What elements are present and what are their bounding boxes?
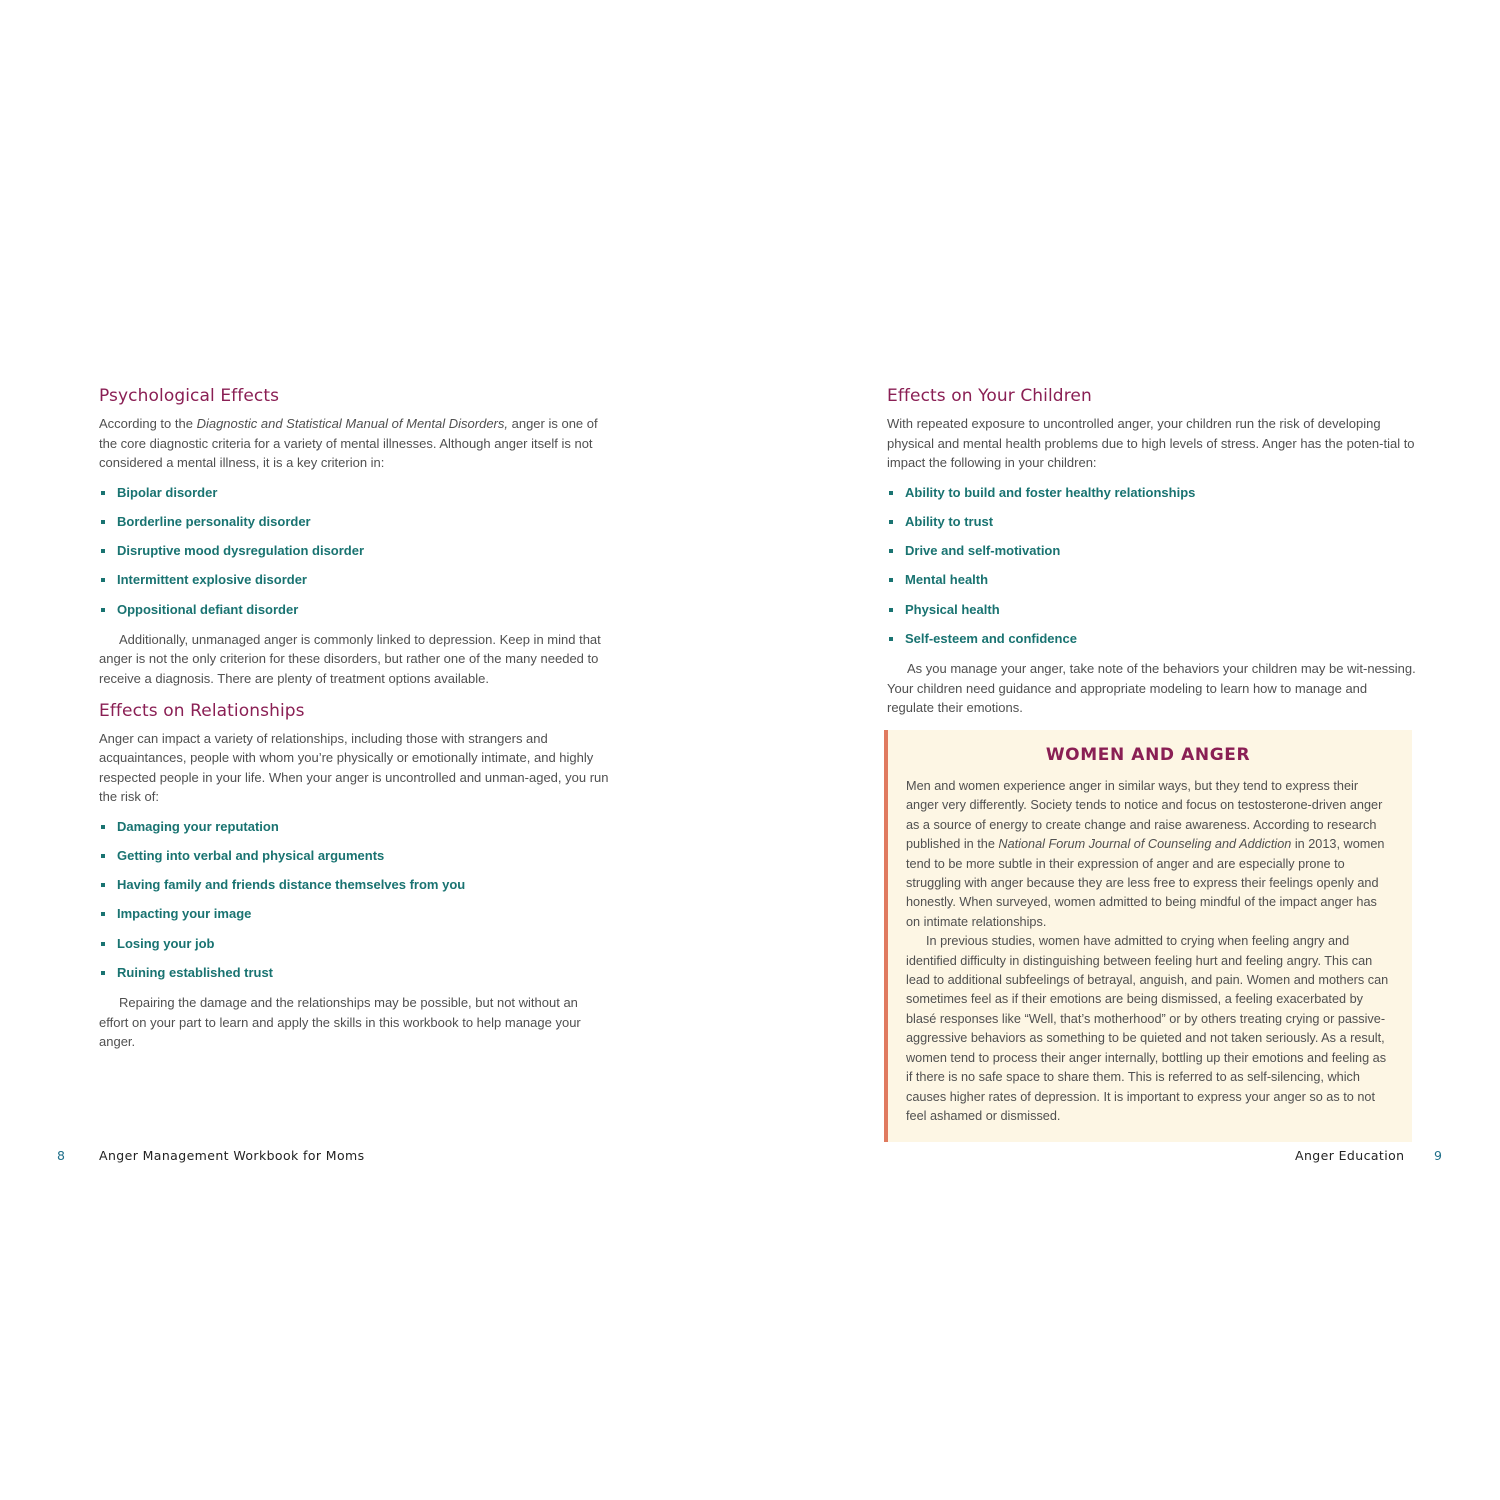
children-effects-intro: With repeated exposure to uncontrolled anger, your children run the risk of developing physical and mental health problems due to high levels of stress. Anger has the poten-tial to impact the following in your children: — [887, 416, 1415, 471]
disorders-list — [99, 484, 609, 618]
children-impacts-list — [887, 484, 1417, 647]
relationship-risks-list — [99, 818, 609, 981]
list-item: Bipolar disorder — [99, 484, 609, 501]
list-item: Oppositional defiant disorder — [99, 601, 609, 618]
list-item: Getting into verbal and physical arguments — [99, 847, 609, 864]
list-item: Drive and self-motivation — [887, 542, 1417, 559]
list-item: Impacting your image — [99, 905, 609, 922]
left-column — [99, 384, 609, 1052]
book-title-footer: Anger Management Workbook for Moms — [99, 1148, 365, 1163]
psychological-effects-intro: According to the Diagnostic and Statistical Manual of Mental Disorders, anger is one of the core diagnostic criteria for a variety of mental illnesses. Although anger itself is not considered a mental illness, it is a key criterion in: — [99, 416, 598, 471]
list-item: Physical health — [887, 601, 1417, 618]
list-item: Losing your job — [99, 935, 609, 952]
list-item: Ability to build and foster healthy relationships — [887, 484, 1417, 501]
list-item: Having family and friends distance themselves from you — [99, 876, 609, 893]
list-item: Ability to trust — [887, 513, 1417, 530]
list-item: Self-esteem and confidence — [887, 630, 1417, 647]
relationships-heading: Effects on Relationships — [99, 700, 305, 721]
right-page — [750, 0, 1500, 1500]
list-item: Intermittent explosive disorder — [99, 571, 609, 588]
relationships-closing: Repairing the damage and the relationships may be possible, but not without an effort on your part to learn and apply the skills in this workbook to help manage your anger. — [99, 995, 581, 1050]
children-effects-closing: As you manage your anger, take note of the behaviors your children may be wit-nessing. Your children need guidance and appropriate modeling to learn how to manage and regulate their emotions. — [887, 660, 1416, 716]
list-item: Damaging your reputation — [99, 818, 609, 835]
children-effects-heading: Effects on Your Children — [887, 386, 1092, 406]
sidebar-title: WOMEN AND ANGER — [1045, 745, 1251, 765]
right-page-number: 9 — [1434, 1148, 1443, 1163]
journal-title: National Forum Journal of Counseling and Addiction — [998, 837, 1292, 852]
list-item: Mental health — [887, 571, 1417, 588]
sidebar-paragraph-2: In previous studies, women have admitted to crying when feeling angry and identified difficulty in distinguishing between feeling hurt and feeling angry. This can lead to additional subfeelings of betrayal, anguish, and pain. Women and mothers can sometimes feel as if their emotions are being dismissed, a feeling exacerbated by blasé responses like “Well, that’s motherhood” or by others treating crying or passive-aggressive behaviors as something to be quieted and not taken seriously. As a result, women tend to process their anger internally, bottling up their emotions and feeling as if there is no safe space to share them. This is referred to as self-silencing, which causes higher rates of depression. It is important to express your anger so as to not feel ashamed or dismissed. — [906, 934, 1389, 1123]
psychological-effects-heading: Psychological Effects — [99, 386, 280, 406]
sidebar-paragraph-1: Men and women experience anger in similar ways, but they tend to express their anger very differently. Society tends to notice and focus on testosterone-driven anger as a source of energy to create change and raise awareness. According to research published in the National Forum Journal of Counseling and Addiction in 2013, women tend to be more subtle in their expression of anger and are especially prone to struggling with anger because they are less free to express their feelings openly and honestly. When surveyed, women admitted to being mindful of the impact anger has on intimate relationships. — [906, 779, 1385, 929]
left-page-number: 8 — [57, 1148, 66, 1163]
chapter-title-footer: Anger Education — [1295, 1148, 1405, 1163]
women-and-anger-sidebar — [884, 730, 1412, 1142]
list-item: Borderline personality disorder — [99, 513, 609, 530]
right-column — [887, 384, 1417, 718]
psychological-effects-closing: Additionally, unmanaged anger is commonly linked to depression. Keep in mind that anger is not the only criterion for these disorders, but rather one of the many needed to receive a diagnosis. There are plenty of treatment options available. — [99, 631, 601, 686]
list-item: Ruining established trust — [99, 964, 609, 981]
relationships-intro: Anger can impact a variety of relationships, including those with strangers and acquaintances, people with whom you’re physically or emotionally intimate, and highly respected people in your life. When your anger is uncontrolled and unman-aged, you run the risk of: — [99, 730, 609, 805]
dsm-title: Diagnostic and Statistical Manual of Mental Disorders, — [196, 416, 508, 431]
list-item: Disruptive mood dysregulation disorder — [99, 542, 609, 559]
